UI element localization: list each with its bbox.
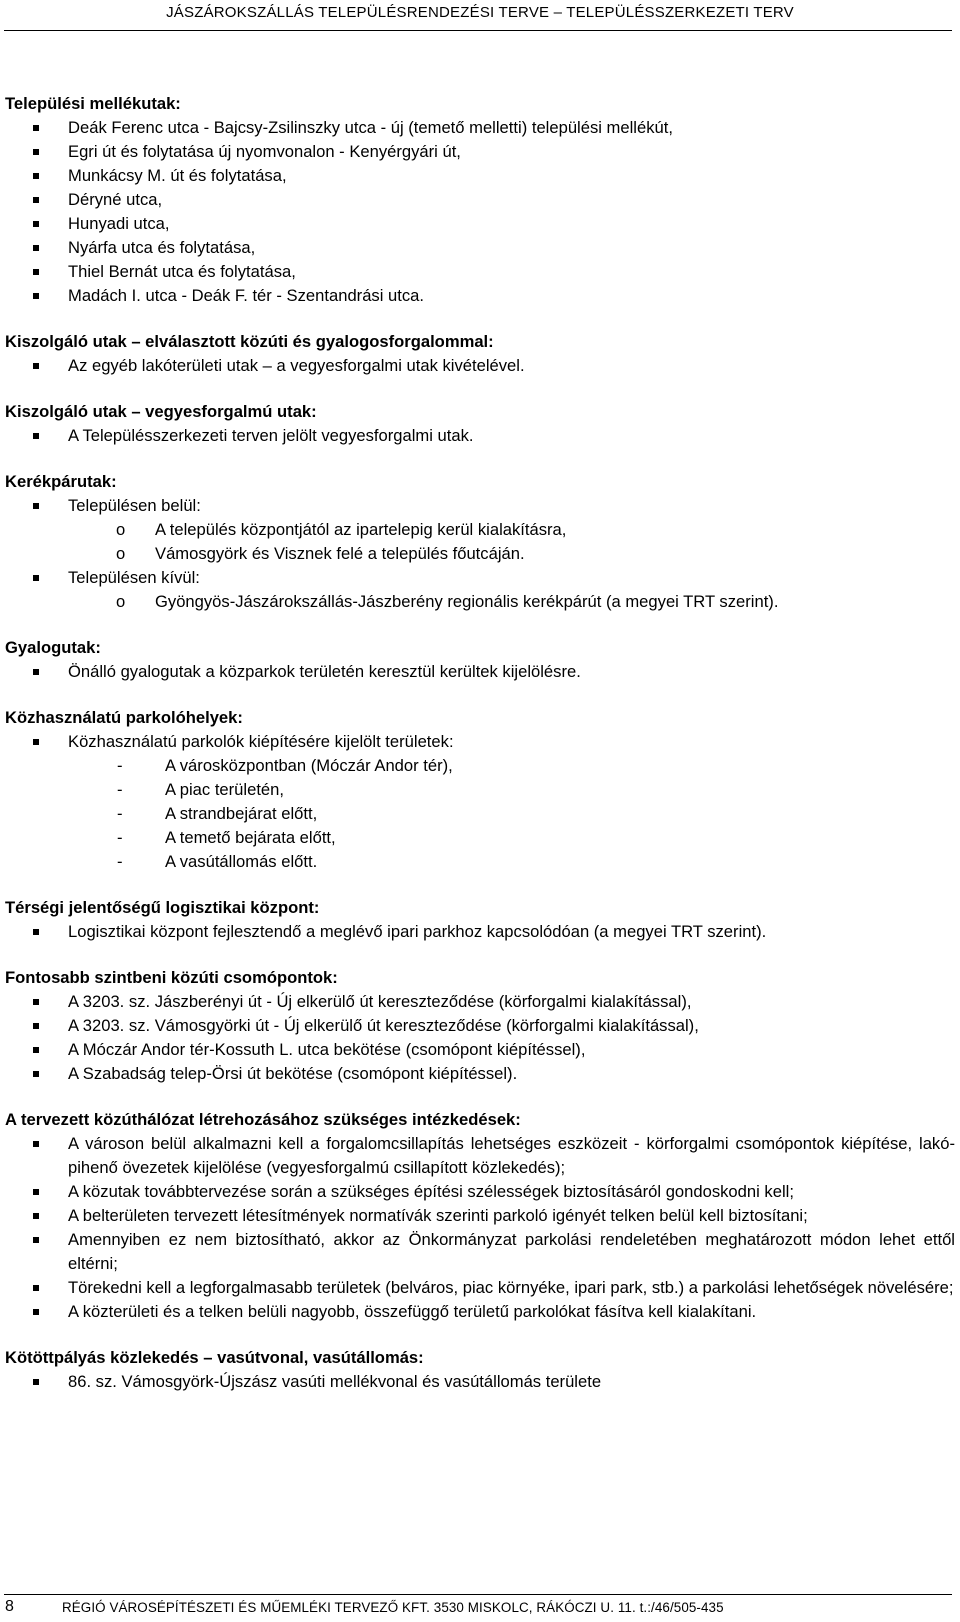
list-item xyxy=(5,730,955,874)
footer-rule xyxy=(4,1594,952,1595)
sub-list-item: - A városközpontban (Móczár Andor tér), xyxy=(5,754,955,778)
bullet-list xyxy=(5,1370,955,1394)
section-heading: Kiszolgáló utak – vegyesforgalmú utak: xyxy=(5,402,317,421)
list-item-text: Településen kívül: xyxy=(68,568,200,587)
header-rule xyxy=(4,30,952,31)
bullet-list xyxy=(5,494,955,614)
sub-list xyxy=(68,754,955,874)
section-measures xyxy=(5,1108,955,1324)
sub-list-item: - A vasútállomás előtt. xyxy=(5,850,955,874)
section-heading: Fontosabb szintbeni közúti csomópontok: xyxy=(5,968,338,987)
sub-list-item: o A település központjától az ipartelepig kerül kialakításra, xyxy=(5,518,955,542)
list-item: A Településszerkezeti terven jelölt vegyesforgalmi utak. xyxy=(5,424,955,448)
section-heading: Települési mellékutak: xyxy=(5,94,181,113)
sub-list xyxy=(68,518,955,566)
list-item: Hunyadi utca, xyxy=(5,212,955,236)
section-heading: Közhasználatú parkolóhelyek: xyxy=(5,708,243,727)
list-item: Önálló gyalogutak a közparkok területén keresztül kerültek kijelölésre. xyxy=(5,660,955,684)
sub-list-item: o Vámosgyörk és Visznek felé a település főutcáján. xyxy=(5,542,955,566)
section-heading: Kerékpárutak: xyxy=(5,472,117,491)
section-heading: Kötöttpályás közlekedés – vasútvonal, vasútállomás: xyxy=(5,1348,424,1367)
list-item xyxy=(5,494,955,566)
section-logistics-center xyxy=(5,896,955,944)
list-item: A 3203. sz. Vámosgyörki út - Új elkerülő út kereszteződése (körforgalmi kialakítással), xyxy=(5,1014,955,1038)
section-heading: Gyalogutak: xyxy=(5,638,101,657)
section-service-roads-mixed xyxy=(5,400,955,448)
list-item: Törekedni kell a legforgalmasabb területek (belváros, piac környéke, ipari park, stb.) a parkolási lehetőségek növelésére; xyxy=(5,1276,955,1300)
list-item: Az egyéb lakóterületi utak – a vegyesforgalmi utak kivételével. xyxy=(5,354,955,378)
list-item: A közutak továbbtervezése során a szükséges építési szélességek biztosításáról gondoskodni kell; xyxy=(5,1180,955,1204)
bullet-list xyxy=(5,354,955,378)
list-item-text: Közhasználatú parkolók kiépítésére kijelölt területek: xyxy=(68,732,454,751)
section-footpaths xyxy=(5,636,955,684)
bullet-list xyxy=(5,990,955,1086)
list-item: A 3203. sz. Jászberényi út - Új elkerülő út kereszteződése (körforgalmi kialakítással), xyxy=(5,990,955,1014)
section-bike-paths xyxy=(5,470,955,614)
section-heading: A tervezett közúthálózat létrehozásához szükséges intézkedések: xyxy=(5,1110,521,1129)
list-item: A városon belül alkalmazni kell a forgalomcsillapítás lehetséges eszközeit - körforgalmi csomópontok kiépítése, lakó-pihenő övezetek kijelölése (vegyesforgalmú csillapított közlekedés); xyxy=(5,1132,955,1180)
list-item: Nyárfa utca és folytatása, xyxy=(5,236,955,260)
bullet-list xyxy=(5,1132,955,1324)
bullet-list xyxy=(5,730,955,874)
running-footer: RÉGIÓ VÁROSÉPÍTÉSZETI ÉS MŰEMLÉKI TERVEZŐ KFT. 3530 MISKOLC, RÁKÓCZI U. 11. t.:/46/505-435 xyxy=(62,1600,724,1615)
list-item: A belterületen tervezett létesítmények normatívák szerinti parkoló igényét telken belül kell biztosítani; xyxy=(5,1204,955,1228)
list-item: Logisztikai központ fejlesztendő a meglévő ipari parkhoz kapcsolódóan (a megyei TRT szerint). xyxy=(5,920,955,944)
sub-list-item: - A piac területén, xyxy=(5,778,955,802)
list-item: A közterületi és a telken belüli nagyobb, összefüggő területű parkolókat fásítva kell kialakítani. xyxy=(5,1300,955,1324)
running-header: JÁSZÁROKSZÁLLÁS TELEPÜLÉSRENDEZÉSI TERVE – TELEPÜLÉSSZERKEZETI TERV xyxy=(166,4,794,21)
list-item: Egri út és folytatása új nyomvonalon - Kenyérgyári út, xyxy=(5,140,955,164)
list-item: Munkácsy M. út és folytatása, xyxy=(5,164,955,188)
bullet-list xyxy=(5,660,955,684)
list-item: Deák Ferenc utca - Bajcsy-Zsilinszky utca - új (temető melletti) települési mellékút, xyxy=(5,116,955,140)
list-item: 86. sz. Vámosgyörk-Újszász vasúti mellékvonal és vasútállomás területe xyxy=(5,1370,955,1394)
section-rail-transport xyxy=(5,1346,955,1394)
list-item: Thiel Bernát utca és folytatása, xyxy=(5,260,955,284)
sub-list-item: - A strandbejárat előtt, xyxy=(5,802,955,826)
list-item xyxy=(5,566,955,614)
bullet-list xyxy=(5,424,955,448)
section-settlement-roads xyxy=(5,92,955,308)
list-item: A Móczár Andor tér-Kossuth L. utca bekötése (csomópont kiépítéssel), xyxy=(5,1038,955,1062)
page-number: 8 xyxy=(5,1598,14,1615)
bullet-list xyxy=(5,920,955,944)
list-item: A Szabadság telep-Örsi út bekötése (csomópont kiépítéssel). xyxy=(5,1062,955,1086)
list-item-text: Településen belül: xyxy=(68,496,201,515)
sub-list-item: - A temető bejárata előtt, xyxy=(5,826,955,850)
section-service-roads-separated xyxy=(5,330,955,378)
section-junctions xyxy=(5,966,955,1086)
list-item: Déryné utca, xyxy=(5,188,955,212)
list-item: Amennyiben ez nem biztosítható, akkor az Önkormányzat parkolási rendeletében meghatározott módon lehet ettől eltérni; xyxy=(5,1228,955,1276)
section-heading: Térségi jelentőségű logisztikai központ: xyxy=(5,898,320,917)
list-item: Madách I. utca - Deák F. tér - Szentandrási utca. xyxy=(5,284,955,308)
section-heading: Kiszolgáló utak – elválasztott közúti és gyalogosforgalommal: xyxy=(5,332,494,351)
document-body xyxy=(5,92,955,1416)
sub-list xyxy=(68,590,955,614)
sub-list-item: o Gyöngyös-Jászárokszállás-Jászberény regionális kerékpárút (a megyei TRT szerint). xyxy=(5,590,955,614)
section-public-parking xyxy=(5,706,955,874)
bullet-list xyxy=(5,116,955,308)
